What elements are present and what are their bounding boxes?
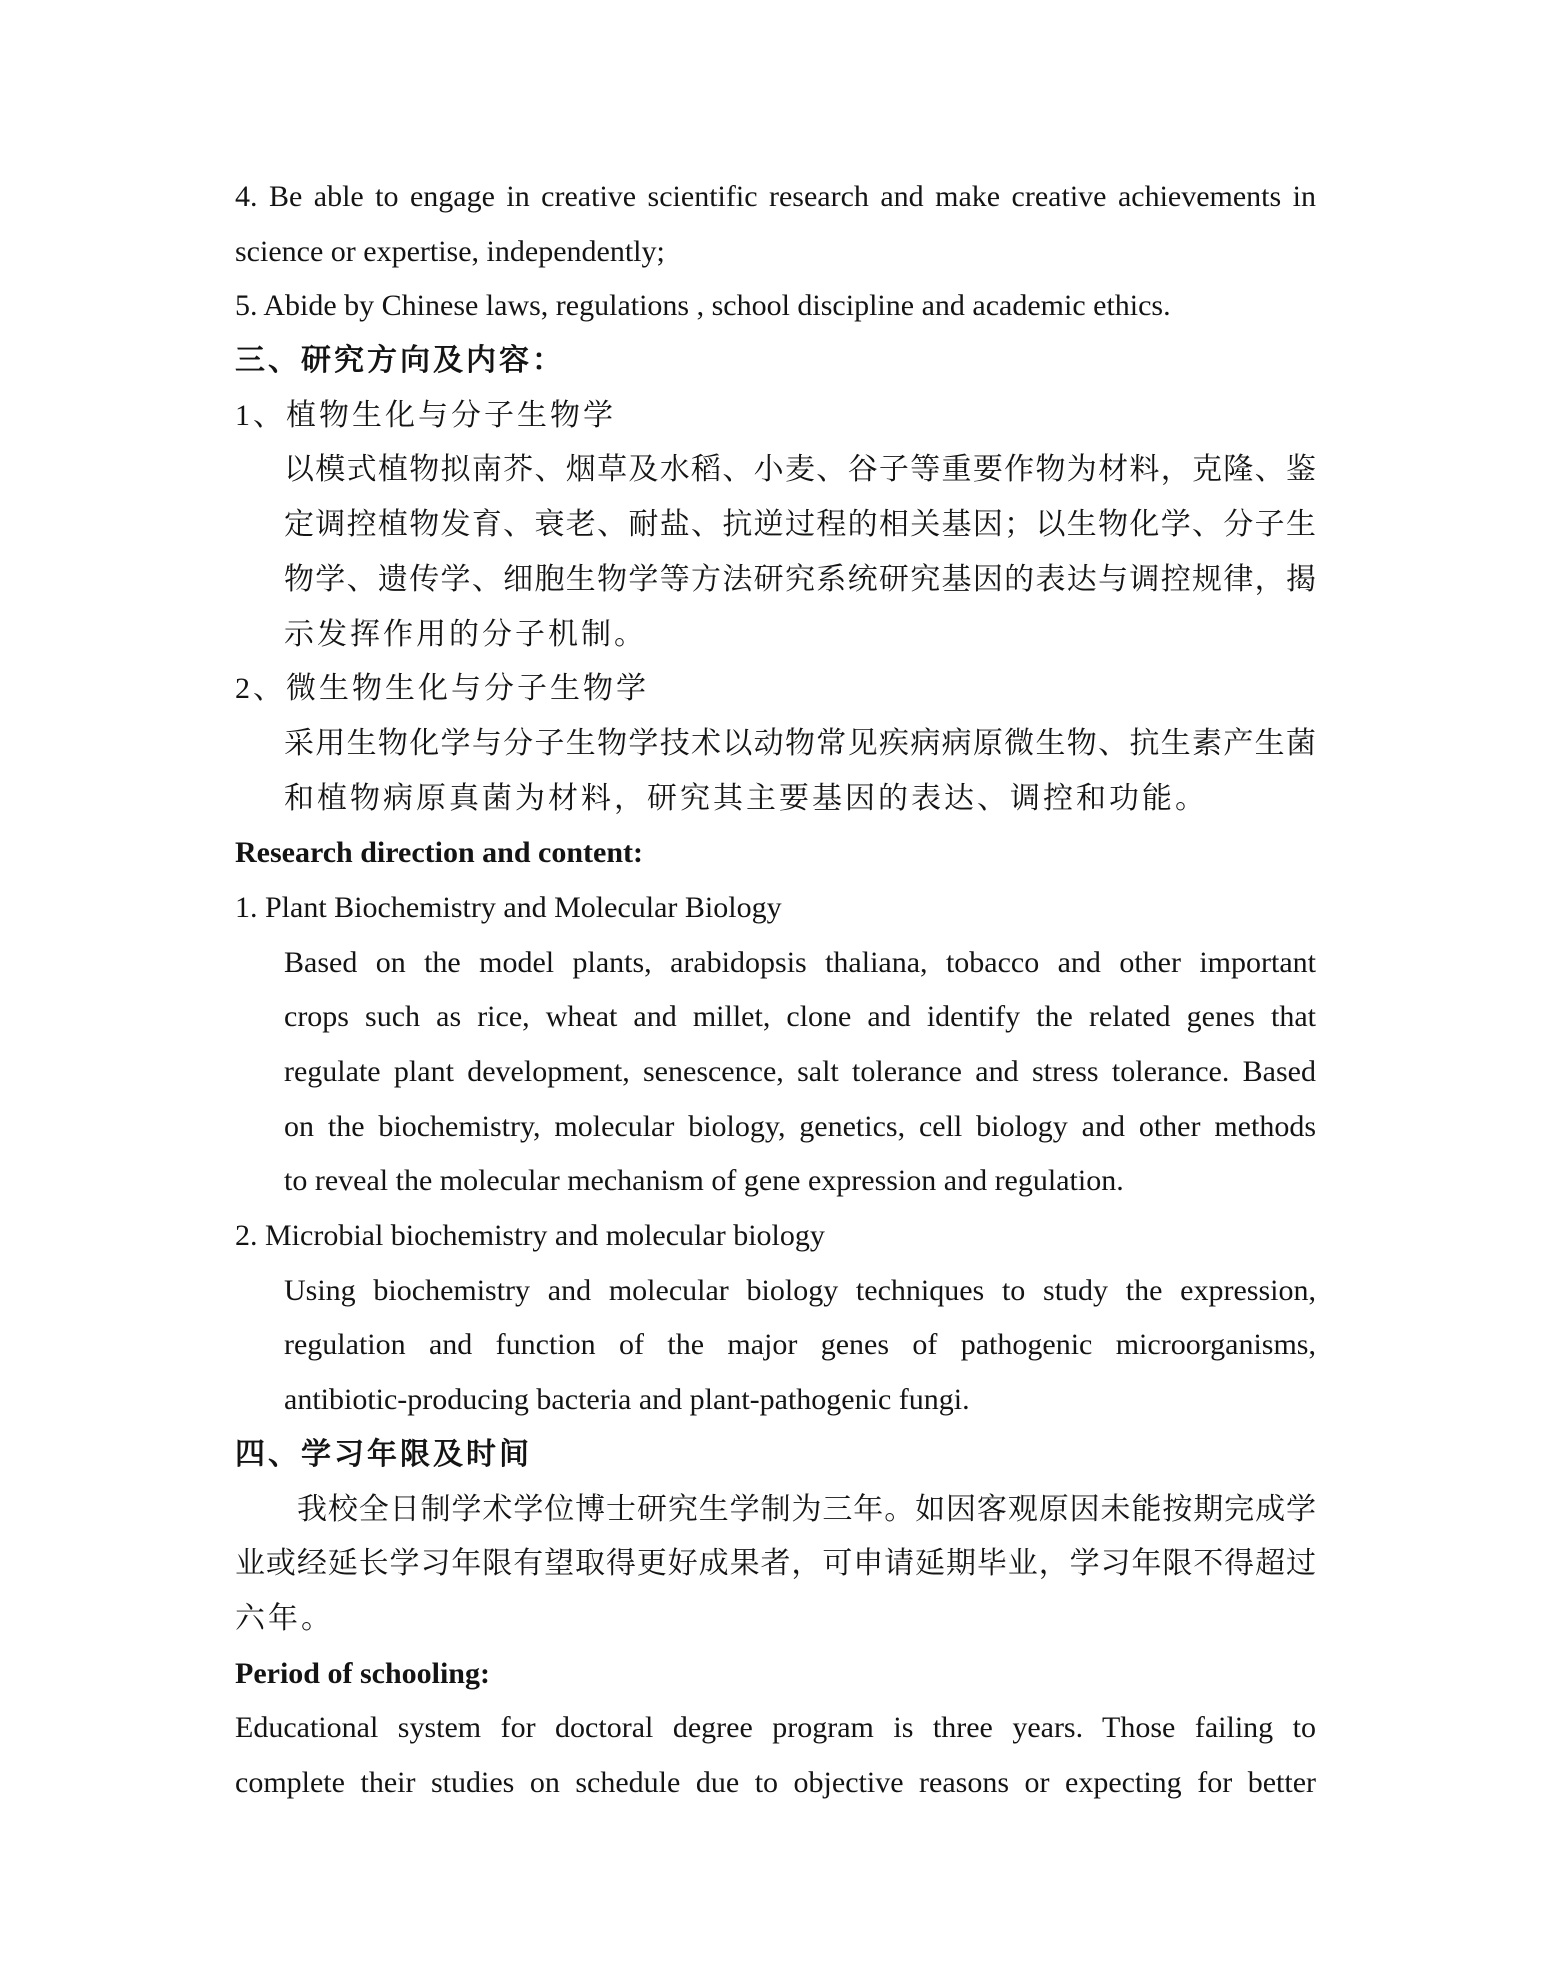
para-schooling-cn-line-1: 我校全日制学术学位博士研究生学制为三年。如因客观原因未能按期完成学 <box>297 1492 1316 1526</box>
para-schooling-cn-line-3: 六年。 <box>235 1601 334 1635</box>
para-plant-cn-line-2: 定调控植物发育、衰老、耐盐、抗逆过程的相关基因；以生物化学、分子生 <box>284 508 1316 542</box>
item-2-microbial-en: 2. Microbial biochemistry and molecular biology <box>235 1219 825 1253</box>
para-schooling-en-line-2: complete their studies on schedule due to objective reasons or expecting for better <box>235 1765 1316 1799</box>
para-plant-cn-line-1: 以模式植物拟南芥、烟草及水稻、小麦、谷子等重要作物为材料，克隆、鉴 <box>284 453 1316 487</box>
para-microbial-cn-line-2: 和植物病原真菌为材料，研究其主要基因的表达、调控和功能。 <box>284 781 1208 815</box>
heading-research-direction-en: Research direction and content: <box>235 836 644 870</box>
para-plant-cn-line-3: 物学、遗传学、细胞生物学等方法研究系统研究基因的表达与调控规律，揭 <box>284 562 1316 596</box>
para-microbial-en-line-2: regulation and function of the major genes of pathogenic microorganisms, <box>284 1328 1316 1362</box>
para-microbial-en-line-1: Using biochemistry and molecular biology techniques to study the expression, <box>284 1273 1316 1307</box>
line-requirement-4a: 4. Be able to engage in creative scientific research and make creative achievements in <box>235 180 1316 213</box>
para-schooling-cn-line-2: 业或经延长学习年限有望取得更好成果者，可申请延期毕业，学习年限不得超过 <box>235 1547 1316 1581</box>
para-microbial-cn-line-1: 采用生物化学与分子生物学技术以动物常见疾病病原微生物、抗生素产生菌 <box>284 726 1316 760</box>
para-microbial-en-line-3: antibiotic-producing bacteria and plant-pathogenic fungi. <box>284 1383 970 1417</box>
heading-research-direction-cn: 三、研究方向及内容： <box>235 344 565 378</box>
para-plant-en-line-3: regulate plant development, senescence, salt tolerance and stress tolerance. Based <box>284 1055 1316 1088</box>
line-requirement-4b: science or expertise, independently; <box>235 234 665 268</box>
para-plant-en-line-1: Based on the model plants, arabidopsis thaliana, tobacco and other important <box>284 945 1316 979</box>
para-plant-en-line-4: on the biochemistry, molecular biology, genetics, cell biology and other methods <box>284 1109 1316 1143</box>
para-plant-en-line-2: crops such as rice, wheat and millet, clone and identify the related genes that <box>284 1000 1316 1034</box>
para-schooling-en-line-1: Educational system for doctoral degree program is three years. Those failing to <box>235 1711 1316 1745</box>
para-plant-cn-line-4: 示发挥作用的分子机制。 <box>284 617 647 651</box>
heading-period-of-schooling-en: Period of schooling: <box>235 1656 490 1690</box>
item-1-plant-biology-en: 1. Plant Biochemistry and Molecular Biology <box>235 890 782 924</box>
para-plant-en-line-5: to reveal the molecular mechanism of gene expression and regulation. <box>284 1164 1124 1198</box>
heading-schooling-period-cn: 四、学习年限及时间 <box>235 1437 532 1471</box>
item-1-plant-biology-cn: 1、植物生化与分子生物学 <box>235 398 616 432</box>
line-requirement-5: 5. Abide by Chinese laws, regulations , school discipline and academic ethics. <box>235 289 1171 323</box>
item-2-microbial-cn: 2、微生物生化与分子生物学 <box>235 672 649 706</box>
